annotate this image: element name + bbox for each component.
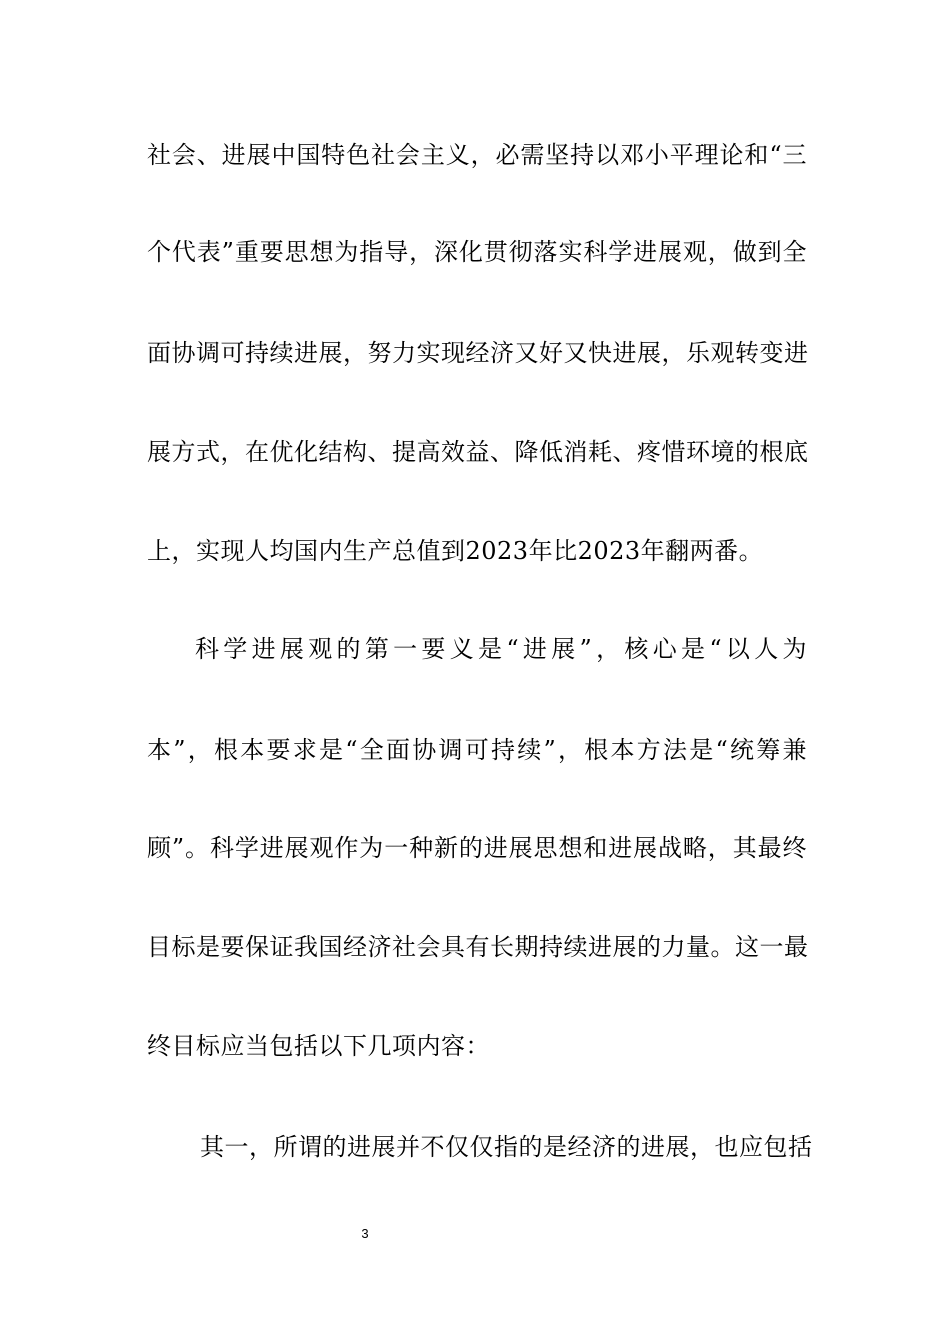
page-number: 3 bbox=[361, 1226, 369, 1241]
paragraph-2-line-1: 科学进展观的第一要义是“进展”，核心是“以人为 bbox=[195, 635, 807, 663]
paragraph-1-line-3: 面协调可持续进展，努力实现经济又好又快进展，乐观转变进 bbox=[147, 339, 809, 367]
paragraph-2-line-2: 本”，根本要求是“全面协调可持续”，根本方法是“统筹兼 bbox=[147, 736, 807, 764]
paragraph-1-line-1: 社会、进展中国特色社会主义，必需坚持以邓小平理论和“三 bbox=[147, 141, 807, 169]
paragraph-1-line-4: 展方式，在优化结构、提高效益、降低消耗、疼惜环境的根底 bbox=[147, 438, 809, 466]
paragraph-2-line-3: 顾”。科学进展观作为一种新的进展思想和进展战略，其最终 bbox=[147, 834, 807, 862]
paragraph-1-line-5: 上，实现人均国内生产总值到2023年比2023年翻两番。 bbox=[147, 537, 764, 565]
paragraph-1-line-2: 个代表”重要思想为指导，深化贯彻落实科学进展观，做到全 bbox=[147, 238, 807, 266]
paragraph-2-line-4: 目标是要保证我国经济社会具有长期持续进展的力量。这一最 bbox=[147, 933, 809, 961]
paragraph-2-line-5: 终目标应当包括以下几项内容： bbox=[147, 1032, 490, 1060]
paragraph-3-line-1: 其一，所谓的进展并不仅仅指的是经济的进展，也应包括 bbox=[200, 1133, 813, 1161]
